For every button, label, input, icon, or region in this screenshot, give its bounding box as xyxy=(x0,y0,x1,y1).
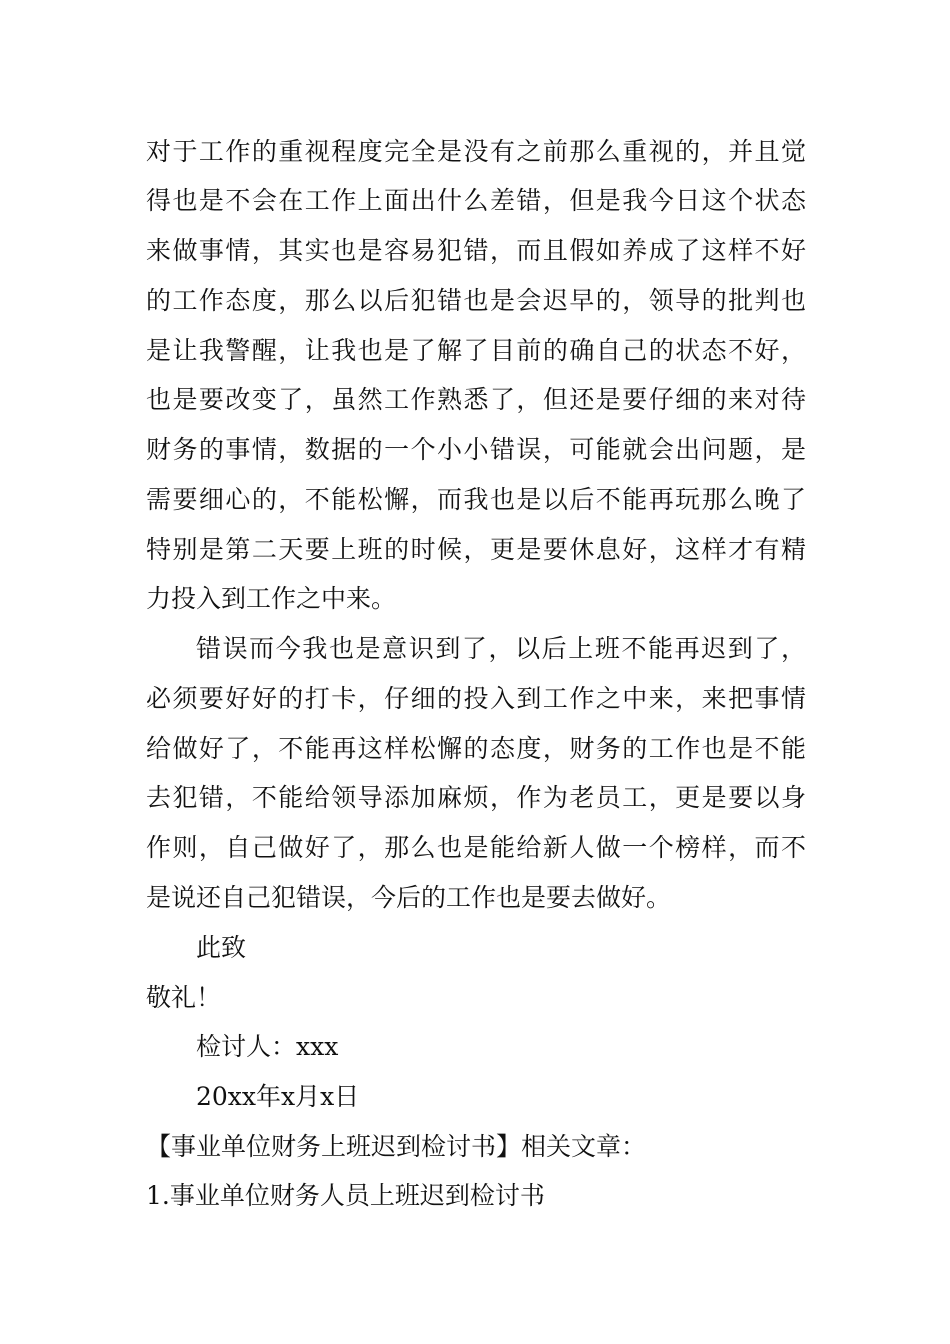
paragraph-1-line-3: 来做事情，其实也是容易犯错，而且假如养成了这样不好 xyxy=(146,236,806,265)
paragraph-1-line-8: 需要细心的，不能松懈，而我也是以后不能再玩那么晚了 xyxy=(146,485,806,514)
paragraph-1-line-10: 力投入到工作之中来。 xyxy=(146,584,397,613)
paragraph-2-line-6: 是说还自己犯错误，今后的工作也是要去做好。 xyxy=(146,883,672,912)
paragraph-1-line-4: 的工作态度，那么以后犯错也是会迟早的，领导的批判也 xyxy=(146,286,806,315)
paragraph-2-line-3: 给做好了，不能再这样松懈的态度，财务的工作也是不能 xyxy=(146,734,806,763)
paragraph-1-line-6: 也是要改变了，虽然工作熟悉了，但还是要仔细的来对待 xyxy=(146,385,806,414)
paragraph-2-line-5: 作则，自己做好了，那么也是能给新人做一个榜样，而不 xyxy=(146,833,806,862)
related-articles-heading: 【事业单位财务上班迟到检讨书】相关文章： xyxy=(146,1132,647,1161)
paragraph-1-line-7: 财务的事情，数据的一个小小错误，可能就会出问题，是 xyxy=(146,435,806,464)
paragraph-1-line-2: 得也是不会在工作上面出什么差错，但是我今日这个状态 xyxy=(146,186,806,215)
date: 20xx年x月x日 xyxy=(196,1082,360,1111)
paragraph-1-line-1: 对于工作的重视程度完全是没有之前那么重视的，并且觉 xyxy=(146,137,806,166)
paragraph-2-line-1: 错误而今我也是意识到了，以后上班不能再迟到了， xyxy=(196,634,806,663)
paragraph-1-line-9: 特别是第二天要上班的时候，更是要休息好，这样才有精 xyxy=(146,535,806,564)
signer: 检讨人：xxx xyxy=(196,1032,339,1061)
paragraph-2-line-4: 去犯错，不能给领导添加麻烦，作为老员工，更是要以身 xyxy=(146,783,806,812)
closing-salutation: 此致 xyxy=(196,933,247,962)
related-article-link[interactable]: 1.事业单位财务人员上班迟到检讨书 xyxy=(146,1181,545,1210)
paragraph-2-line-2: 必须要好好的打卡，仔细的投入到工作之中来，来把事情 xyxy=(146,684,806,713)
closing-regards: 敬礼！ xyxy=(146,983,222,1012)
paragraph-1-line-5: 是让我警醒，让我也是了解了目前的确自己的状态不好， xyxy=(146,336,806,365)
